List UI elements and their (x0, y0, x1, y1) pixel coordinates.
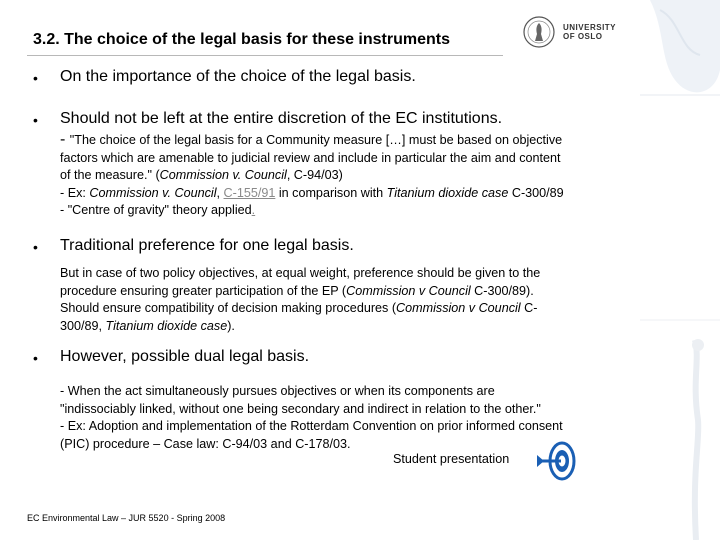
detail-line: Should ensure compatibility of decision making procedures ( (60, 301, 397, 315)
bullet-marker: • (33, 112, 38, 128)
bullet-3-detail (60, 265, 620, 335)
bullet-marker: • (33, 350, 38, 366)
detail-line: procedure ensuring greater participation of the EP ( (60, 283, 347, 298)
university-seal-icon (523, 16, 555, 48)
target-icon (534, 438, 580, 484)
logo-line-2: OF OSLO (563, 32, 603, 41)
case-name: Titanium dioxide case (386, 185, 509, 200)
example-text: in comparison with (275, 185, 387, 200)
background-art (620, 0, 720, 540)
quote-line: factors which are amenable to judicial review and include in particular the aim and content (60, 150, 561, 165)
case-ref: 300/89, (60, 318, 106, 333)
detail-line: (PIC) procedure – Case law: C-94/03 and C-178/03. (60, 436, 351, 451)
theory-text: - "Centre of gravity" theory applied (60, 203, 252, 217)
slide-title: 3.2. The choice of the legal basis for these instruments (33, 31, 450, 48)
university-logo (523, 16, 616, 48)
detail-line: "indissociably linked, without one being secondary and indirect in relation to the other." (60, 401, 541, 416)
detail-line: - Ex: Adoption and implementation of the Rotterdam Convention on prior informed consent (60, 419, 563, 433)
case-name: Commission v. Council (89, 185, 217, 200)
example-text: , (216, 185, 224, 200)
bullet-marker: • (33, 239, 38, 255)
case-ref: C- (520, 301, 538, 315)
bullet-4-text: However, possible dual legal basis. (60, 348, 310, 365)
case-name: Commission v. Council (159, 168, 287, 182)
case-name: Titanium dioxide case (105, 318, 228, 333)
case-name: Commission v Council (396, 301, 521, 315)
quote-line: "The choice of the legal basis for a Community measure […] must be based on objective (69, 133, 563, 147)
logo-line-1: UNIVERSITY (563, 23, 617, 32)
detail-line: - When the act simultaneously pursues objectives or when its components are (60, 384, 495, 398)
bullet-2-detail (60, 131, 620, 220)
case-name: Commission v Council (346, 283, 471, 298)
bullet-marker: • (33, 70, 38, 86)
bullet-1-text: On the importance of the choice of the legal basis. (60, 68, 416, 85)
student-presentation-label: Student presentation (393, 452, 510, 466)
case-link[interactable]: C-155/91 (223, 185, 276, 200)
case-ref: C-300/89 (508, 185, 564, 200)
bullet-2-text: Should not be left at the entire discretion of the EC institutions. (60, 110, 503, 127)
footer: EC Environmental Law – JUR 5520 - Spring 2008 (27, 513, 226, 523)
detail-line: ). (227, 318, 235, 333)
case-ref: C-300/89). (470, 283, 534, 298)
detail-line: But in case of two policy objectives, at equal weight, preference should be given to the (60, 266, 541, 280)
quote-line: of the measure." ( (60, 168, 160, 182)
title-divider (27, 55, 503, 56)
dash: - (60, 131, 70, 148)
theory-link[interactable]: . (251, 203, 256, 217)
bullet-3-text: Traditional preference for one legal basis. (60, 237, 354, 254)
case-ref: , C-94/03) (286, 168, 343, 182)
example-text: - Ex: (60, 185, 90, 200)
